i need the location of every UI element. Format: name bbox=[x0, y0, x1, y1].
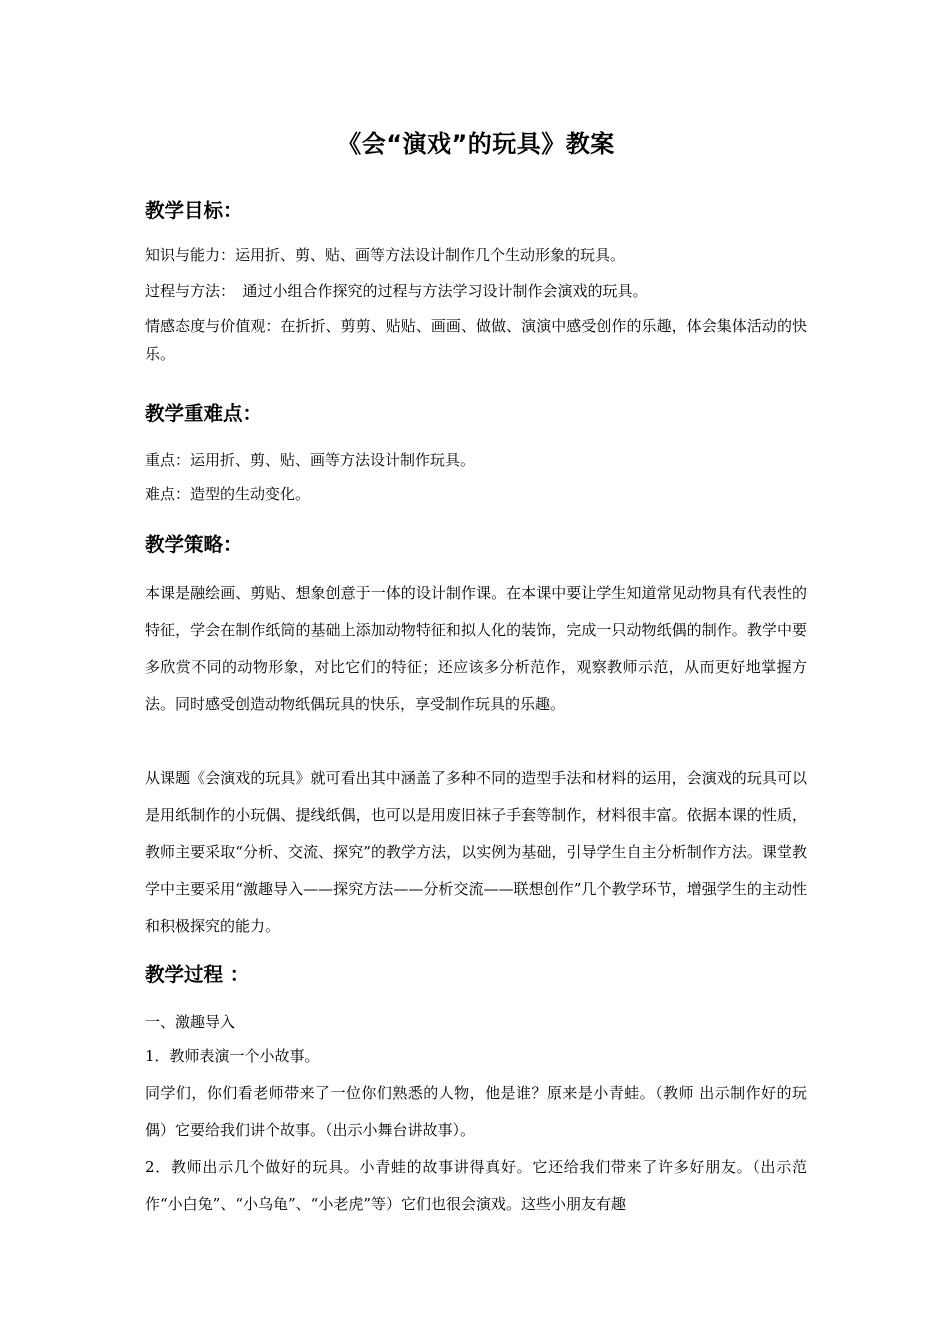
document-title: 《会“演戏”的玩具》教案 bbox=[337, 130, 615, 158]
key-point: 重点：运用折、剪、贴、画等方法设计制作玩具。 bbox=[145, 451, 476, 469]
process-step-1-2: 2．教师出示几个做好的玩具。小青蛙的故事讲得真好。它还给我们带来了许多好朋友。（出示范作“小白兔”、“小乌龟”、“小老虎”等）它们也很会演戏。这些小朋友有趣 bbox=[145, 1158, 807, 1213]
goal-attitude: 情感态度与价值观：在折折、剪剪、贴贴、画画、做做、演演中感受创作的乐趣，体会集体活动的快乐。 bbox=[145, 317, 807, 363]
process-step-1: 一、激趣导入 bbox=[145, 1013, 236, 1031]
goal-knowledge: 知识与能力：运用折、剪、贴、画等方法设计制作几个生动形象的玩具。 bbox=[145, 246, 626, 264]
goal-process: 过程与方法： 通过小组合作探究的过程与方法学习设计制作会演戏的玩具。 bbox=[145, 282, 648, 300]
heading-teaching-process: 教学过程 ： bbox=[145, 963, 250, 986]
difficult-point: 难点：造型的生动变化。 bbox=[145, 485, 311, 503]
strategy-paragraph-1: 本课是融绘画、剪贴、想象创意于一体的设计制作课。在本课中要让学生知道常见动物具有代表性的特征，学会在制作纸筒的基础上添加动物特征和拟人化的装饰，完成一只动物纸偶的制作。教学中要多欣赏不同的动物形象，对比它们的特征；还应该多分析范作，观察教师示范，从而更好地掌握方法。同时感受创造动物纸偶玩具的快乐，享受制作玩具的乐趣。 bbox=[145, 584, 807, 713]
heading-teaching-goals: 教学目标： bbox=[145, 199, 243, 222]
process-paragraph-frog: 同学们，你们看老师带来了一位你们熟悉的人物，他是谁？原来是小青蛙。（教师 出示制作好的玩偶）它要给我们讲个故事。（出示小舞台讲故事）。 bbox=[145, 1084, 807, 1139]
heading-key-difficult-points: 教学重难点： bbox=[145, 402, 263, 425]
heading-teaching-strategy: 教学策略： bbox=[145, 533, 243, 556]
strategy-paragraph-2: 从课题《会演戏的玩具》就可看出其中涵盖了多种不同的造型手法和材料的运用，会演戏的玩具可以是用纸制作的小玩偶、提线纸偶，也可以是用废旧袜子手套等制作，材料很丰富。依据本课的性质，教师主要采取“分析、交流、探究”的教学方法，以实例为基础，引导学生自主分析制作方法。课堂教学中主要采用“激趣导入——探究方法——分析交流——联想创作”几个教学环节，增强学生的主动性和积极探究的能力。 bbox=[145, 769, 807, 935]
process-step-1-1: 1．教师表演一个小故事。 bbox=[145, 1047, 320, 1065]
